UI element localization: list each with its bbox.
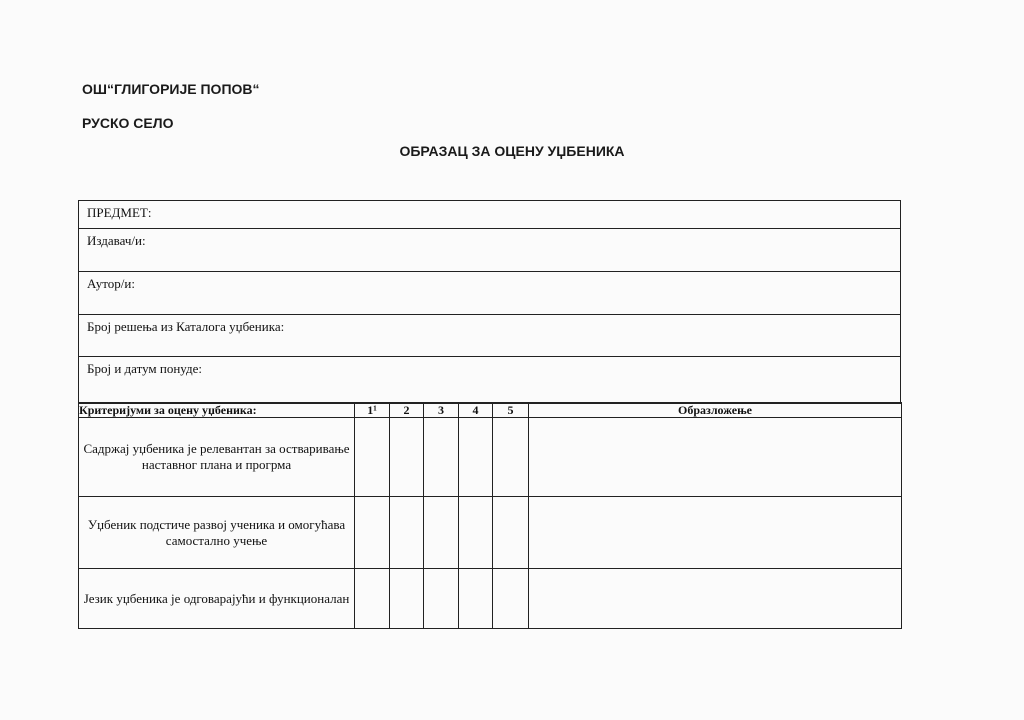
table-row (79, 569, 902, 629)
grade-cell-1[interactable] (355, 497, 390, 569)
grade-cell-2[interactable] (390, 569, 424, 629)
grade-cell-3[interactable] (424, 497, 459, 569)
table-header-row (79, 403, 902, 418)
table-row (79, 418, 902, 497)
criterion-relevance: Садржај уџбеника је релевантан за остваривање наставног плана и прогрма (79, 418, 355, 497)
grade-cell-2[interactable] (390, 418, 424, 497)
school-name: ОШ“ГЛИГОРИЈЕ ПОПОВ“ (82, 81, 260, 97)
publisher-label: Издавач/и: (87, 233, 146, 248)
explanation-cell[interactable] (529, 569, 902, 629)
grade-header-4: 4 (459, 403, 493, 418)
criterion-language: Језик уџбеника је одговарајући и функционалан (79, 569, 355, 629)
form-title: ОБРАЗАЦ ЗА ОЦЕНУ УЏБЕНИКА (399, 143, 625, 159)
grade-cell-1[interactable] (355, 569, 390, 629)
grade-cell-3[interactable] (424, 569, 459, 629)
subject-field[interactable] (79, 201, 900, 229)
grade-cell-5[interactable] (493, 497, 529, 569)
explanation-header: Образложење (529, 403, 902, 418)
subject-label: ПРЕДМЕТ: (87, 205, 152, 220)
offer-label: Број и датум понуде: (87, 361, 202, 376)
author-field[interactable] (79, 272, 900, 315)
grade-cell-2[interactable] (390, 497, 424, 569)
grade-cell-5[interactable] (493, 569, 529, 629)
grade-cell-1[interactable] (355, 418, 390, 497)
author-label: Аутор/и: (87, 276, 135, 291)
grade-cell-5[interactable] (493, 418, 529, 497)
explanation-cell[interactable] (529, 497, 902, 569)
grade-header-2: 2 (390, 403, 424, 418)
grade-cell-4[interactable] (459, 569, 493, 629)
criterion-development: Уџбеник подстиче развој ученика и омогућава самостално учење (79, 497, 355, 569)
grade-cell-3[interactable] (424, 418, 459, 497)
grade-header-3: 3 (424, 403, 459, 418)
criteria-header: Критеријуми за оцену уџбеника: (79, 403, 355, 418)
offer-field[interactable] (79, 357, 900, 403)
grade-header-1: 1¹ (355, 403, 390, 418)
explanation-cell[interactable] (529, 418, 902, 497)
criteria-table (78, 402, 902, 629)
town-name: РУСКО СЕЛО (82, 115, 174, 131)
grade-cell-4[interactable] (459, 497, 493, 569)
catalog-field[interactable] (79, 315, 900, 357)
table-row (79, 497, 902, 569)
publisher-field[interactable] (79, 229, 900, 272)
catalog-label: Број решења из Каталога уџбеника: (87, 319, 285, 334)
grade-cell-4[interactable] (459, 418, 493, 497)
grade-header-5: 5 (493, 403, 529, 418)
info-box (78, 200, 901, 404)
